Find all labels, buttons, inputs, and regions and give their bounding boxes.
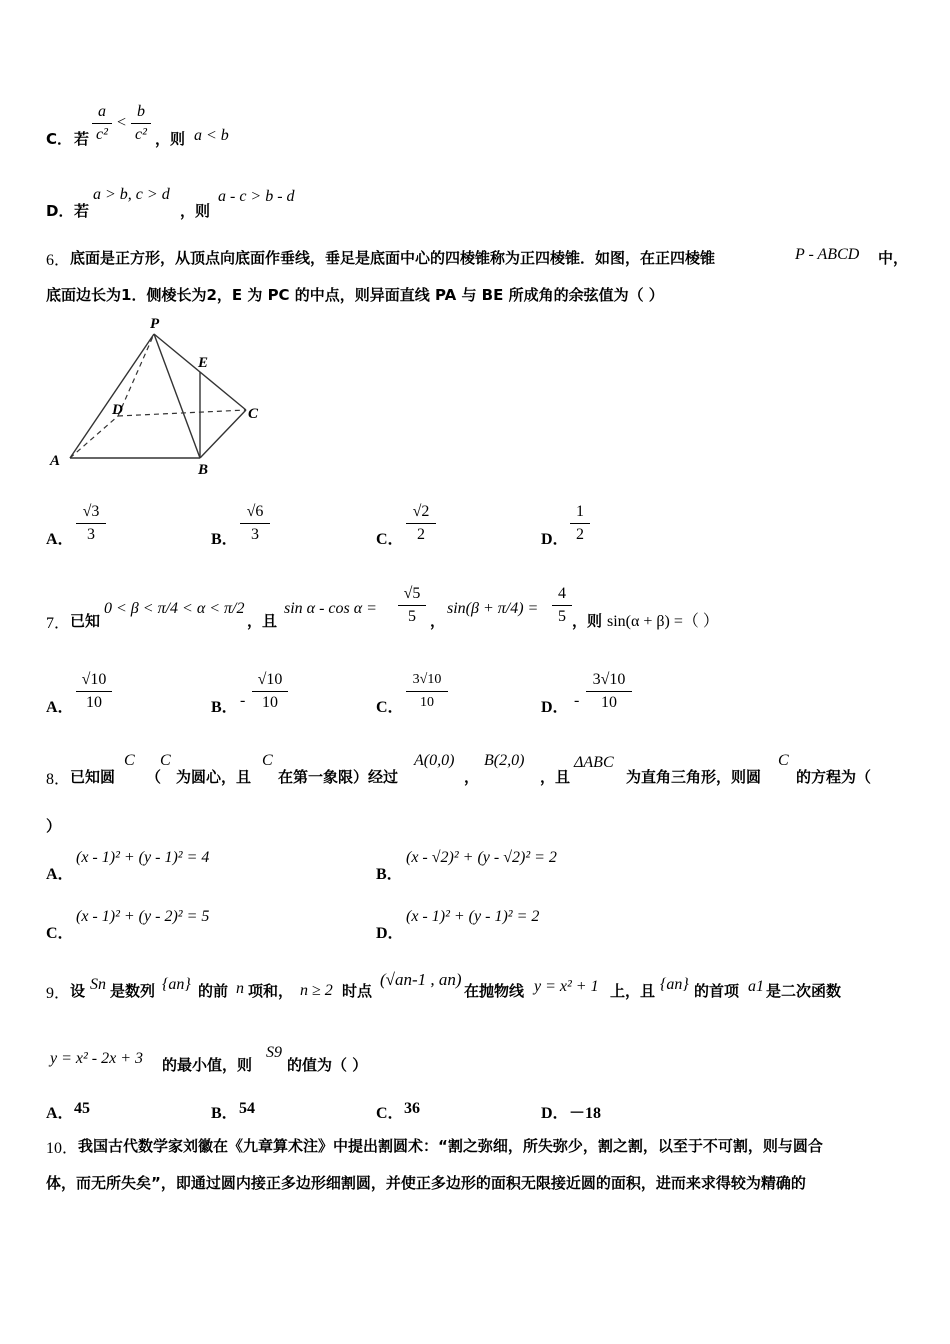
q6-stem-line2: 底面边长为1．侧棱长为2，E 为 PC 的中点，则异面直线 PA 与 BE 所成角的余弦值为（ ）	[46, 286, 664, 304]
fig-label-p: P	[150, 316, 160, 332]
q9-sn: Sn	[90, 976, 106, 993]
q5-option-c-conclusion: a < b	[194, 127, 229, 144]
q9-text-1: 设	[70, 982, 86, 1000]
q7-known: 已知	[70, 612, 101, 630]
q6-number: 6．	[46, 252, 71, 269]
q9-parabola: y = x² + 1	[534, 978, 599, 995]
q8-option-d-equation: (x - 1)² + (y - 1)² = 2	[406, 908, 540, 925]
q5-option-c-label: C．	[46, 130, 73, 148]
q7-option-c-fraction: 3√10 10	[406, 670, 448, 713]
q9-text-10: 的最小值，则	[162, 1056, 253, 1074]
q5-option-d-conclusion: a - c > b - d	[218, 188, 295, 205]
q7-option-a-fraction: √10 10	[76, 670, 112, 713]
q9-n-condition: n ≥ 2	[300, 982, 333, 999]
q9-text-8: 的首项	[694, 982, 740, 1000]
fig-label-e: E	[198, 355, 209, 371]
q8-close-paren: ）	[46, 817, 62, 835]
q8-point-b: B(2,0)	[484, 752, 525, 769]
q9-number: 9．	[46, 985, 71, 1002]
q7-option-b-fraction: √10 10	[252, 670, 288, 713]
q9-option-b-label: B．	[211, 1105, 238, 1122]
q8-text-2: （	[146, 768, 162, 786]
q9-option-d-value: －18	[569, 1105, 602, 1122]
q8-option-b-label: B．	[376, 866, 403, 883]
q7-condition-2: sin α - cos α =	[284, 600, 377, 617]
q8-text-3: 为圆心，且	[176, 768, 252, 786]
q10-line2: 体，而无所失矣”，即通过圆内接正多边形细割圆，并使正多边形的面积无限接近圆的面积，进而来求得较为精确的	[46, 1174, 806, 1192]
q7-number: 7．	[46, 615, 71, 632]
q9-option-d-label: D．	[541, 1105, 569, 1122]
q5-option-d-condition: a > b, c > d	[93, 186, 170, 203]
q5-option-c-lt: <	[117, 114, 127, 131]
q9-text-4: 项和，	[248, 982, 294, 1000]
q8-triangle: ΔABC	[574, 754, 614, 771]
q8-c-quadrant: C	[262, 752, 273, 769]
q5-option-d-if: 若	[74, 202, 90, 220]
q9-text-11: 的值为（ ）	[287, 1056, 368, 1074]
q10-line1: 我国古代数学家刘徽在《九章算术注》中提出割圆术：“割之弥细，所失弥少，割之割，以至于不可割，则与圆合	[78, 1137, 823, 1155]
q6-stem-line1: 底面是正方形，从顶点向底面作垂线，垂足是底面中心的四棱锥称为正四棱锥．如图，在正四棱锥	[70, 249, 716, 267]
q7-condition-3: sin(β + π/4) =	[447, 600, 539, 617]
q7-option-d-fraction: 3√10 10	[586, 670, 632, 713]
q8-text-5: ，且	[540, 768, 571, 786]
q6-option-d-fraction: 1 2	[570, 502, 590, 545]
q6-option-c-label: C．	[376, 531, 404, 548]
fig-label-d: D	[112, 402, 123, 418]
q6-option-d-label: D．	[541, 531, 569, 548]
q5-option-c-fraction-b: b c²	[131, 102, 151, 145]
q8-center-c: C	[160, 752, 171, 769]
q9-quadratic: y = x² - 2x + 3	[50, 1050, 144, 1067]
q7-condition-3-fraction: 4 5	[552, 584, 572, 627]
q8-text-7: 的方程为（	[796, 768, 872, 786]
q8-comma: ，	[464, 768, 480, 786]
q7-then: ，则	[572, 612, 603, 630]
q7-comma: ，	[430, 612, 446, 630]
q8-text-1: 已知圆	[70, 768, 116, 786]
q8-option-d-label: D．	[376, 925, 404, 942]
q7-and: ，且	[247, 612, 278, 630]
q7-option-b-label: B．	[211, 699, 238, 716]
q9-text-6: 在抛物线	[464, 982, 525, 1000]
q7-ask: sin(α + β) =（ ）	[607, 613, 719, 630]
pyramid-figure	[44, 312, 274, 480]
q9-sequence-an-2: {an}	[660, 976, 689, 993]
q9-text-9: 是二次函数	[766, 982, 842, 1000]
q9-s9: S9	[266, 1044, 282, 1061]
q9-point: (√an-1 , an)	[380, 970, 462, 989]
q9-text-3: 的前	[198, 982, 229, 1000]
q5-option-c-then: ，则	[155, 130, 186, 148]
q5-option-c-fraction-a: a c²	[92, 102, 112, 145]
q8-text-4: 在第一象限）经过	[278, 768, 399, 786]
q8-number: 8．	[46, 771, 71, 788]
q9-option-a-label: A．	[46, 1105, 74, 1122]
q9-a1: a1	[748, 978, 764, 995]
q9-text-2: 是数列	[110, 982, 156, 1000]
q6-stem-pyramid: P - ABCD	[795, 246, 860, 263]
q9-option-c-label: C．	[376, 1105, 404, 1122]
q6-option-b-fraction: √6 3	[240, 502, 270, 545]
q5-option-d-label: D．	[46, 202, 74, 220]
q6-option-c-fraction: √2 2	[406, 502, 436, 545]
q8-option-b-equation: (x - √2)² + (y - √2)² = 2	[406, 849, 557, 866]
q7-condition-2-fraction: √5 5	[398, 584, 426, 627]
q10-number: 10．	[46, 1140, 79, 1157]
q9-sequence-an: {an}	[162, 976, 191, 993]
q9-n: n	[236, 980, 244, 997]
q8-option-c-equation: (x - 1)² + (y - 2)² = 5	[76, 908, 210, 925]
q8-circle-c: C	[124, 752, 135, 769]
q6-stem-line1-end: 中，	[878, 249, 909, 267]
fig-label-c: C	[248, 406, 259, 422]
q7-option-c-label: C．	[376, 699, 404, 716]
q9-text-7: 上，且	[610, 982, 656, 1000]
q7-condition-1: 0 < β < π/4 < α < π/2	[104, 600, 245, 617]
q7-option-d-label: D．	[541, 699, 569, 716]
q9-option-a-value: 45	[74, 1100, 90, 1117]
q6-option-a-label: A．	[46, 531, 74, 548]
q7-option-d-sign: -	[574, 692, 580, 709]
q7-option-a-label: A．	[46, 699, 74, 716]
q7-option-b-sign: -	[240, 692, 246, 709]
q8-option-a-label: A．	[46, 866, 74, 883]
fig-label-a: A	[50, 453, 61, 469]
q9-option-b-value: 54	[239, 1100, 255, 1117]
q5-option-d-then: ，则	[180, 202, 211, 220]
q8-circle-c-2: C	[778, 752, 789, 769]
q8-option-c-label: C．	[46, 925, 74, 942]
q5-option-c-if: 若	[74, 130, 90, 148]
q8-option-a-equation: (x - 1)² + (y - 1)² = 4	[76, 849, 210, 866]
fig-label-b: B	[198, 462, 209, 478]
q9-option-c-value: 36	[404, 1100, 420, 1117]
q6-option-a-fraction: √3 3	[76, 502, 106, 545]
q9-text-5: 时点	[342, 982, 373, 1000]
q8-text-6: 为直角三角形，则圆	[626, 768, 762, 786]
q8-point-a: A(0,0)	[414, 752, 455, 769]
q6-option-b-label: B．	[211, 531, 238, 548]
